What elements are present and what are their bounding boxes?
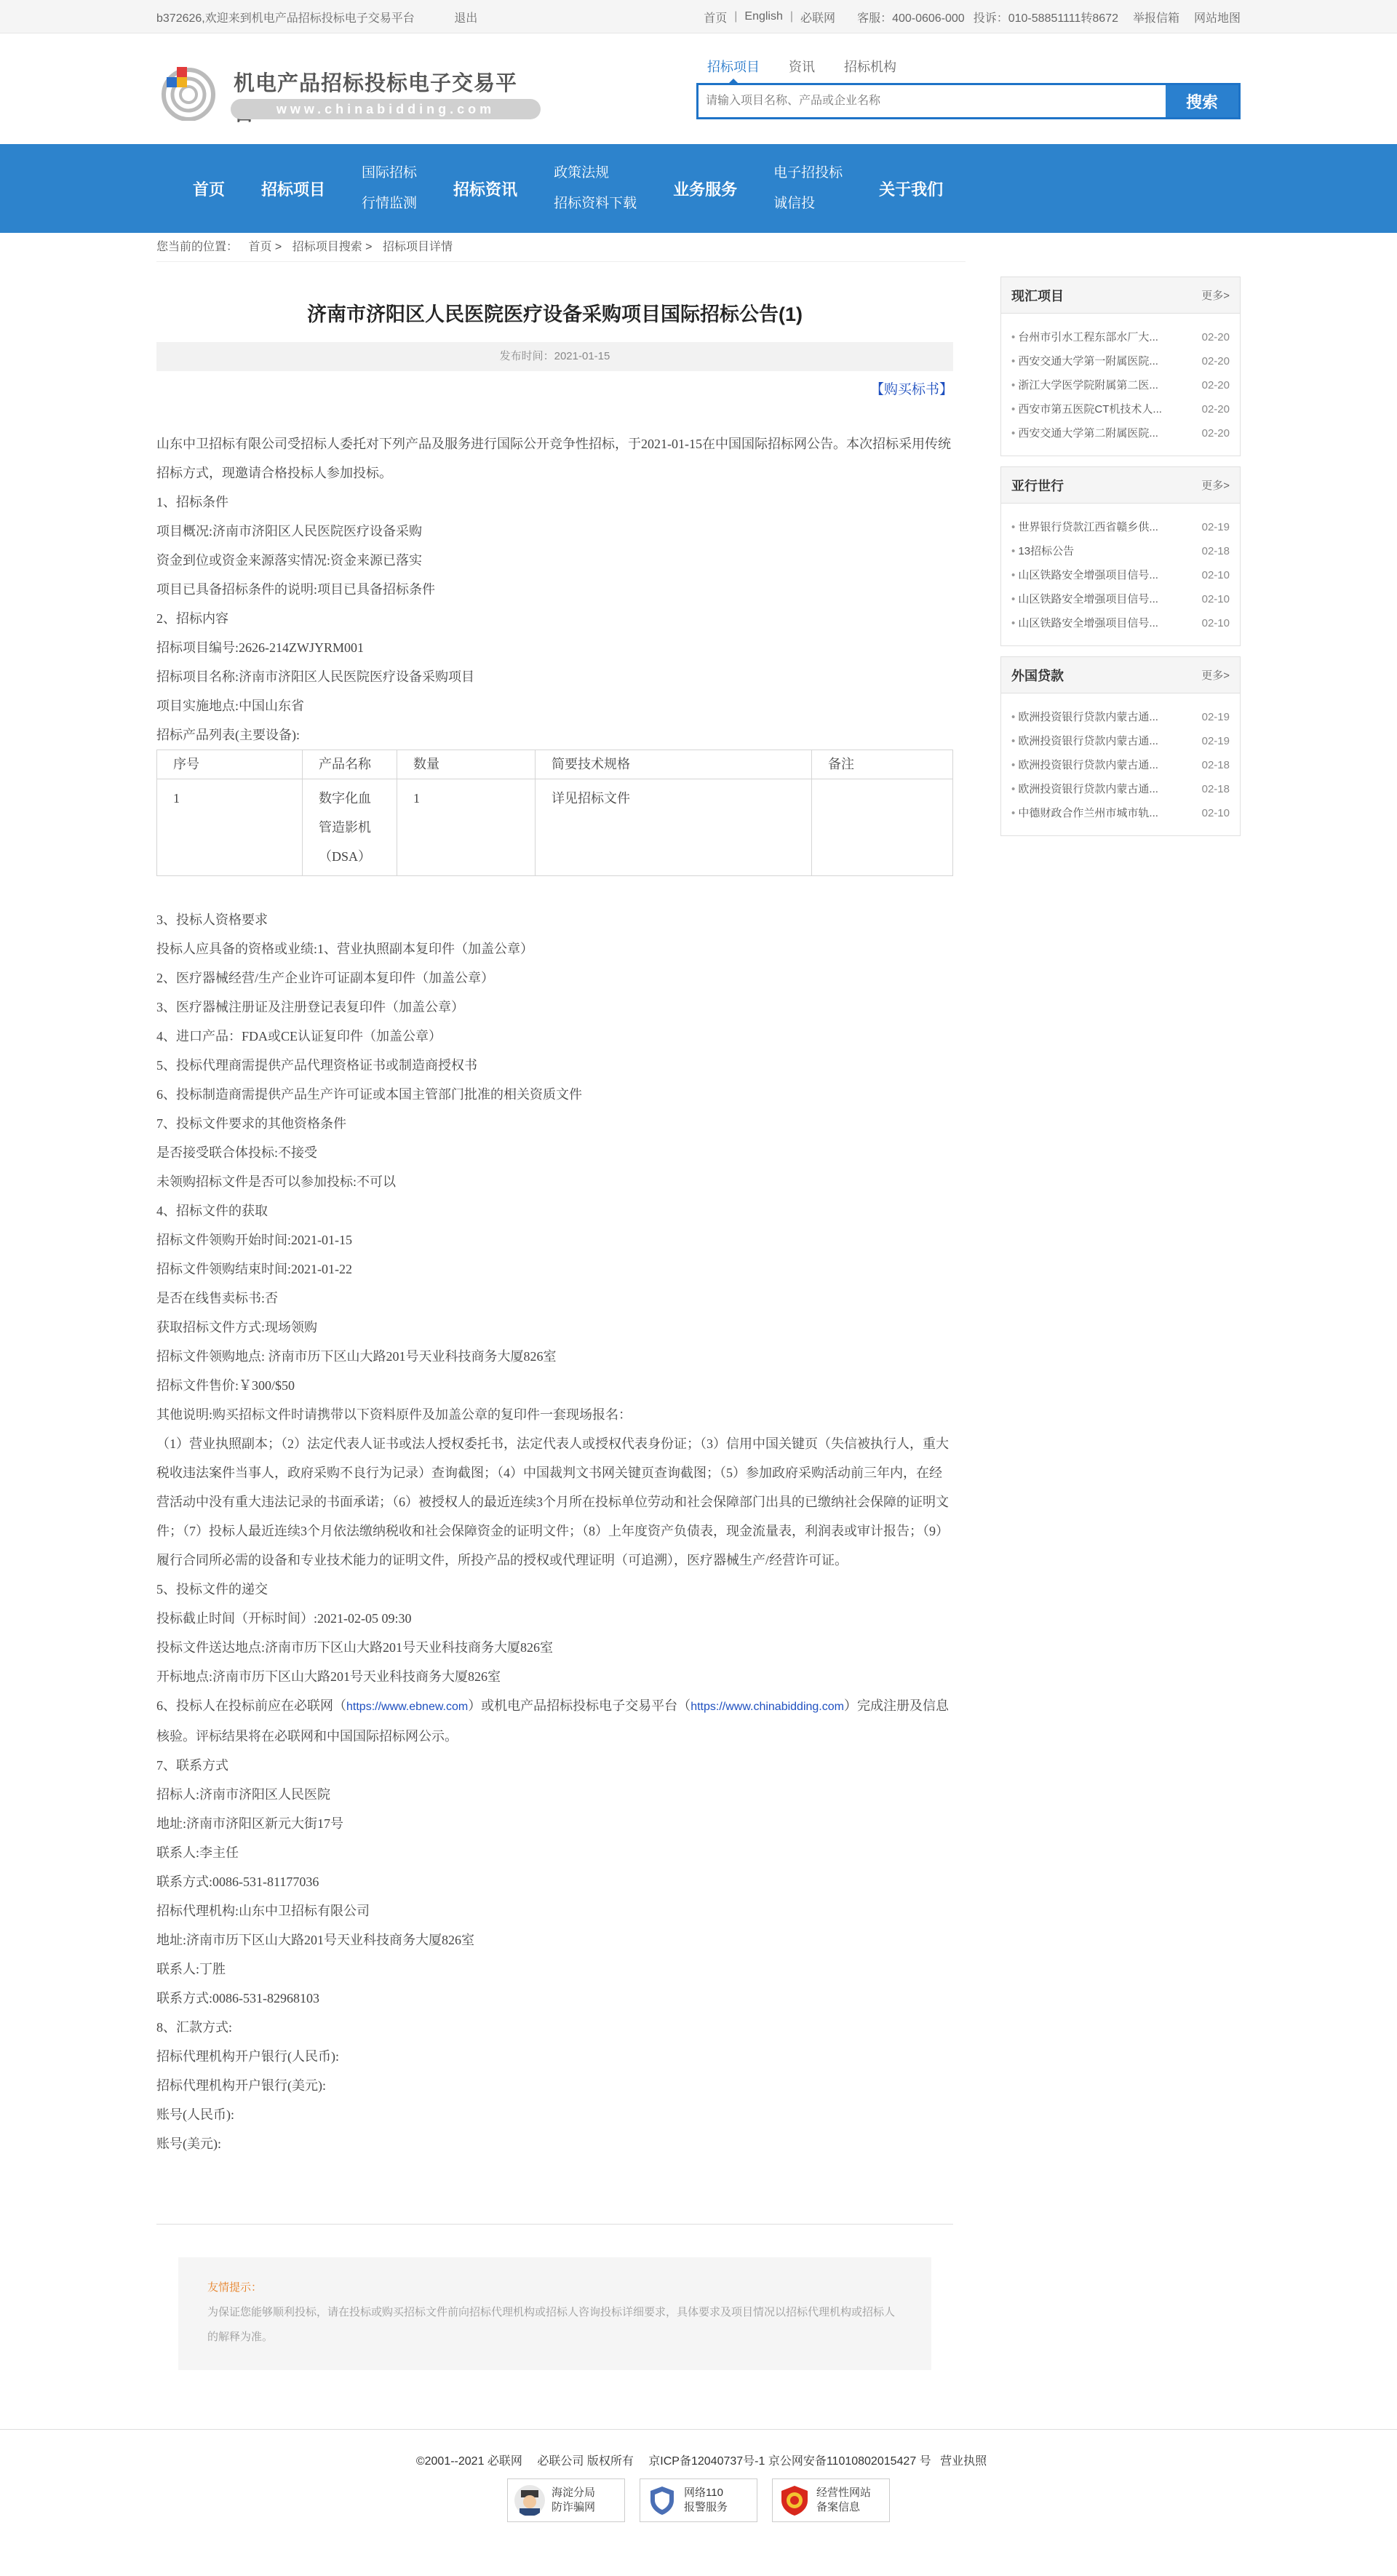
article-line: （1）营业执照副本；（2）法定代表人证书或法人授权委托书，法定代表人或授权代表身份证；（3）信用中国关键页（失信被执行人，重大税收违法案件当事人，政府采购不良行为记录）查询截图；（4）中国裁判文书网关键页查询截图；（5）参加政府采购活动前三年内，在经营活动中没有重大违法记录的书面承诺；（6）被授权人的最近连续3个月所在投标单位劳动和社会保障部门出具的已缴纳社会保障的证明文件；（7）投标人最近连续3个月依法缴纳税收和社会保障资金的证明文件；（8）上年度资产负债表，现金流量表，利润表或审计报告；（9）履行合同所必需的设备和专业技术能力的证明文件，所投产品的授权或代理证明（可追溯），医疗器械生产/经营许可证。: [156, 1436, 949, 1567]
article-line: 投标人应具备的资格或业绩:1、营业执照副本复印件（加盖公章）: [156, 942, 533, 956]
search-button[interactable]: 搜索: [1166, 85, 1238, 117]
item-title[interactable]: • 台州市引水工程东部水厂大...: [1011, 325, 1158, 349]
badge-antifraud[interactable]: [507, 2478, 625, 2522]
breadcrumb-search[interactable]: 招标项目搜索: [292, 241, 362, 253]
panel-title: 现汇项目: [1011, 288, 1064, 303]
nav-credit[interactable]: 诚信投: [773, 196, 816, 211]
item-title[interactable]: • 欧洲投资银行贷款内蒙古通...: [1011, 729, 1158, 753]
search-input[interactable]: [698, 85, 1166, 117]
registration-note: 6、投标人在投标前应在必联网（https://www.ebnew.com）或机电产品招标投标电子交易平台（https://www.chinabidding.com）完成注册及信息核验。评标结果将在必联网和中国国际招标网公示。: [156, 1698, 949, 1744]
nav-info[interactable]: 招标资讯: [453, 180, 518, 199]
tips-title: 友情提示：: [207, 2281, 263, 2294]
article-line: 4、招标文件的获取: [156, 1204, 268, 1218]
item-title[interactable]: • 山区铁路安全增强项目信号...: [1011, 587, 1158, 611]
breadcrumb: 您当前的位置： 首页 > 招标项目搜索 > 招标项目详情: [156, 233, 966, 262]
article-line: 招标文件领购开始时间:2021-01-15: [156, 1233, 352, 1247]
article-line: 5、投标代理商需提供产品代理资格证书或制造商授权书: [156, 1058, 477, 1073]
item-title[interactable]: • 西安市第五医院CT机技术人...: [1011, 397, 1162, 421]
article-line: 联系方式:0086-531-81177036: [156, 1875, 319, 1889]
business-license-link[interactable]: 营业执照: [940, 2455, 987, 2468]
article-line: 开标地点:济南市历下区山大路201号天业科技商务大厦826室: [156, 1669, 501, 1684]
nav-intl-bidding[interactable]: 国际招标: [362, 165, 418, 180]
article-line: 联系人:丁胜: [156, 1962, 226, 1976]
list-item[interactable]: [1011, 515, 1230, 539]
nav-intl-group: [362, 158, 417, 219]
item-date: 02-19: [1201, 735, 1230, 747]
emblem-icon: [779, 2484, 811, 2516]
article-line: 是否接受联合体投标:不接受: [156, 1145, 317, 1160]
search-tab-agencies[interactable]: 招标机构: [844, 60, 896, 74]
article-line: 联系人:李主任: [156, 1845, 239, 1860]
ebnew-link[interactable]: https://www.ebnew.com: [346, 1701, 469, 1713]
list-item[interactable]: [1011, 729, 1230, 753]
article-line: 账号(人民币):: [156, 2107, 234, 2122]
nav-ebidding[interactable]: 电子招投标: [773, 165, 843, 180]
breadcrumb-current: 招标项目详情: [382, 241, 453, 253]
article-line: 获取招标文件方式:现场领购: [156, 1320, 317, 1335]
article-line: 其他说明:购买招标文件时请携带以下资料原件及加盖公章的复印件一套现场报名：: [156, 1407, 632, 1422]
list-item[interactable]: [1011, 349, 1230, 373]
item-date: 02-10: [1201, 807, 1230, 819]
panel-adb-wb: [1000, 466, 1241, 646]
item-date: 02-18: [1201, 759, 1230, 771]
item-date: 02-10: [1201, 593, 1230, 605]
table-cell: 数字化血管造影机（DSA）: [303, 779, 397, 876]
item-title[interactable]: • 山区铁路安全增强项目信号...: [1011, 563, 1158, 587]
article-line: 招标文件领购结束时间:2021-01-22: [156, 1262, 352, 1276]
list-item[interactable]: [1011, 705, 1230, 729]
list-item[interactable]: [1011, 421, 1230, 445]
article-line: 项目概况:济南市济阳区人民医院医疗设备采购: [156, 524, 422, 538]
item-date: 02-18: [1201, 783, 1230, 795]
article-line: 招标代理机构开户银行(人民币):: [156, 2049, 339, 2064]
icp-number: 京ICP备12040737号-1 京公网安备11010802015427 号: [648, 2455, 931, 2468]
item-date: 02-20: [1201, 403, 1230, 416]
table-cell: 详见招标文件: [536, 779, 812, 876]
article-line: 3、投标人资格要求: [156, 913, 268, 927]
bidnet-link[interactable]: 必联网: [800, 12, 836, 25]
item-title[interactable]: • 浙江大学医学院附属第二医...: [1011, 373, 1158, 397]
item-date: 02-19: [1201, 521, 1230, 533]
breadcrumb-home[interactable]: 首页: [248, 241, 272, 253]
badge-website-record[interactable]: [772, 2478, 890, 2522]
article-line: 6、投标制造商需提供产品生产许可证或本国主管部门批准的相关资质文件: [156, 1087, 582, 1102]
main-nav: [0, 144, 1397, 233]
list-item[interactable]: [1011, 373, 1230, 397]
article-line: 账号(美元):: [156, 2136, 221, 2151]
service-phone: 客服：400-0606-000: [857, 12, 965, 25]
item-date: 02-18: [1201, 545, 1230, 557]
article-line: 4、进口产品：FDA或CE认证复印件（加盖公章）: [156, 1029, 442, 1043]
police-icon: [514, 2484, 546, 2516]
english-link[interactable]: English: [744, 10, 783, 23]
list-item[interactable]: [1011, 587, 1230, 611]
search-tab-projects[interactable]: 招标项目: [707, 57, 760, 76]
article-line: 7、投标文件要求的其他资格条件: [156, 1116, 346, 1131]
buy-tender-link[interactable]: 【购买标书】: [869, 382, 953, 397]
search-tab-news[interactable]: 资讯: [789, 60, 815, 74]
welcome-text: b372626,欢迎来到机电产品招标投标电子交易平台: [156, 12, 415, 25]
report-mailbox-link[interactable]: 举报信箱: [1132, 12, 1179, 25]
more-link[interactable]: 更多>: [1201, 480, 1230, 492]
article-line: 招标代理机构开户银行(美元):: [156, 2078, 326, 2093]
company-rights: 必联公司 版权所有: [537, 2455, 634, 2468]
list-item[interactable]: [1011, 325, 1230, 349]
article-line: 招标项目名称:济南市济阳区人民医院医疗设备采购项目: [156, 669, 474, 684]
nav-policy-group: [554, 158, 637, 219]
item-title[interactable]: • 欧洲投资银行贷款内蒙古通...: [1011, 705, 1158, 729]
list-item[interactable]: [1011, 801, 1230, 825]
search-area: [696, 49, 1241, 119]
article-line: 招标人:济南市济阳区人民医院: [156, 1787, 330, 1802]
article-line: 8、汇款方式:: [156, 2020, 233, 2035]
article-line: 地址:济南市济阳区新元大街17号: [156, 1816, 343, 1831]
item-date: 02-19: [1201, 711, 1230, 723]
item-date: 02-20: [1201, 355, 1230, 367]
article-line: 是否在线售卖标书:否: [156, 1291, 279, 1305]
product-table: [156, 750, 953, 876]
panel-cash-projects: [1000, 277, 1241, 456]
panel-foreign-loans: [1000, 656, 1241, 836]
more-link[interactable]: 更多>: [1201, 669, 1230, 682]
logout-link[interactable]: 退出: [454, 12, 478, 25]
article-line: 联系方式:0086-531-82968103: [156, 1991, 319, 2005]
sidebar: [1000, 262, 1241, 836]
nav-business[interactable]: 业务服务: [673, 180, 738, 199]
footer: [0, 2429, 1397, 2522]
nav-projects[interactable]: 招标项目: [261, 180, 326, 199]
shield-icon: [646, 2484, 678, 2516]
article-line: 未领购招标文件是否可以参加投标:不可以: [156, 1174, 396, 1189]
table-header: 备注: [812, 750, 953, 779]
article-line: 招标产品列表(主要设备):: [156, 728, 300, 742]
nav-ebid-group: [773, 158, 843, 219]
article-line: 3、医疗器械注册证及注册登记表复印件（加盖公章）: [156, 1000, 464, 1014]
article-line: 5、投标文件的递交: [156, 1582, 268, 1597]
article-body: [156, 429, 953, 2158]
badge-text: 海淀分局: [552, 2486, 596, 2499]
nav-download[interactable]: 招标资料下载: [554, 196, 637, 211]
badge-110[interactable]: [640, 2478, 757, 2522]
article: [156, 262, 953, 2370]
article-line: 项目实施地点:中国山东省: [156, 699, 304, 713]
item-date: 02-20: [1201, 379, 1230, 391]
article-line: 地址:济南市历下区山大路201号天业科技商务大厦826室: [156, 1933, 474, 1947]
badge-text: 经营性网站: [816, 2486, 872, 2499]
complaint-phone: 投诉：010-58851111转8672: [973, 12, 1118, 25]
article-title: 济南市济阳区人民医院医疗设备采购项目国际招标公告(1): [307, 303, 803, 325]
item-date: 02-20: [1201, 427, 1230, 440]
item-title[interactable]: • 世界银行贷款江西省赣乡供...: [1011, 515, 1158, 539]
item-title[interactable]: • 西安交通大学第二附属医院...: [1011, 421, 1158, 445]
article-line: 招标项目编号:2626-214ZWJYRM001: [156, 640, 364, 655]
sitemap-link[interactable]: 网站地图: [1193, 12, 1241, 25]
table-header: 数量: [397, 750, 536, 779]
table-row: [157, 779, 953, 876]
nav-market-monitor[interactable]: 行情监测: [362, 196, 418, 211]
home-link[interactable]: 首页: [704, 12, 728, 25]
article-line: 投标文件送达地点:济南市历下区山大路201号天业科技商务大厦826室: [156, 1640, 553, 1655]
panel-title: 外国贷款: [1011, 668, 1064, 683]
content-divider: [156, 2224, 953, 2225]
table-header: 序号: [157, 750, 303, 779]
list-item[interactable]: [1011, 777, 1230, 801]
article-line: 7、联系方式: [156, 1758, 228, 1773]
publish-date: 发布时间：2021-01-15: [156, 342, 953, 371]
list-item[interactable]: [1011, 397, 1230, 421]
table-header: 简要技术规格: [536, 750, 812, 779]
top-bar: b372626,欢迎来到机电产品招标投标电子交易平台 退出 首页 | English | 必联网 客服：400-0606-000 投诉：010-58851111转8672 举报信箱 网站地图: [0, 0, 1397, 33]
article-line: 投标截止时间（开标时间）:2021-02-05 09:30: [156, 1611, 412, 1626]
article-intro: 山东中卫招标有限公司受招标人委托对下列产品及服务进行国际公开竞争性招标，于2021-01-15在中国国际招标网公告。本次招标采用传统招标方式，现邀请合格投标人参加投标。: [156, 437, 951, 480]
table-cell: 1: [157, 779, 303, 876]
site-logo[interactable]: [159, 61, 538, 124]
chinabidding-link[interactable]: https://www.chinabidding.com: [690, 1701, 844, 1713]
copyright: ©2001--2021 必联网: [415, 2455, 522, 2468]
nav-about[interactable]: 关于我们: [879, 180, 944, 199]
item-title[interactable]: • 欧洲投资银行贷款内蒙古通...: [1011, 777, 1158, 801]
item-title[interactable]: • 西安交通大学第一附属医院...: [1011, 349, 1158, 373]
panel-title: 亚行世行: [1011, 478, 1064, 493]
nav-home[interactable]: 首页: [193, 180, 226, 199]
item-title[interactable]: • 山区铁路安全增强项目信号...: [1011, 611, 1158, 635]
list-item[interactable]: [1011, 611, 1230, 635]
badge-text: 网络110: [684, 2486, 723, 2499]
article-line: 2、医疗器械经营/生产企业许可证副本复印件（加盖公章）: [156, 971, 494, 985]
article-line: 1、招标条件: [156, 495, 228, 509]
article-line: 招标代理机构:山东中卫招标有限公司: [156, 1904, 370, 1918]
item-title[interactable]: • 13招标公告: [1011, 539, 1074, 563]
badge-text: 备案信息: [816, 2501, 861, 2513]
article-line: 项目已具备招标条件的说明:项目已具备招标条件: [156, 582, 435, 597]
list-item[interactable]: [1011, 753, 1230, 777]
header: [0, 33, 1397, 144]
item-date: 02-10: [1201, 617, 1230, 629]
tips-box: [178, 2257, 931, 2370]
article-line: 资金到位或资金来源落实情况:资金来源已落实: [156, 553, 422, 568]
item-date: 02-20: [1201, 331, 1230, 343]
logo-mark-icon: [159, 64, 218, 121]
article-line: 招标文件售价:￥300/$50: [156, 1378, 295, 1393]
table-cell: 1: [397, 779, 536, 876]
item-date: 02-10: [1201, 569, 1230, 581]
list-item[interactable]: [1011, 563, 1230, 587]
item-title[interactable]: • 欧洲投资银行贷款内蒙古通...: [1011, 753, 1158, 777]
list-item[interactable]: [1011, 539, 1230, 563]
table-header: 产品名称: [303, 750, 397, 779]
article-line: 招标文件领购地点: 济南市历下区山大路201号天业科技商务大厦826室: [156, 1349, 557, 1364]
item-title[interactable]: • 中德财政合作兰州市城市轨...: [1011, 801, 1158, 825]
logo-title: 机电产品招标投标电子交易平: [234, 72, 518, 95]
badge-text: 防诈骗网: [552, 2501, 596, 2513]
nav-policy[interactable]: 政策法规: [554, 165, 610, 180]
more-link[interactable]: 更多>: [1201, 290, 1230, 302]
breadcrumb-label: 您当前的位置：: [156, 241, 239, 253]
table-cell: [812, 779, 953, 876]
badge-text: 报警服务: [684, 2501, 728, 2513]
logo-url: www.chinabidding.com: [231, 99, 541, 119]
article-line: 2、招标内容: [156, 611, 228, 626]
tips-text: 为保证您能够顺利投标，请在投标或购买招标文件前向招标代理机构或招标人咨询投标详细要求，具体要求及项目情况以招标代理机构或招标人的解释为准。: [207, 2306, 896, 2343]
